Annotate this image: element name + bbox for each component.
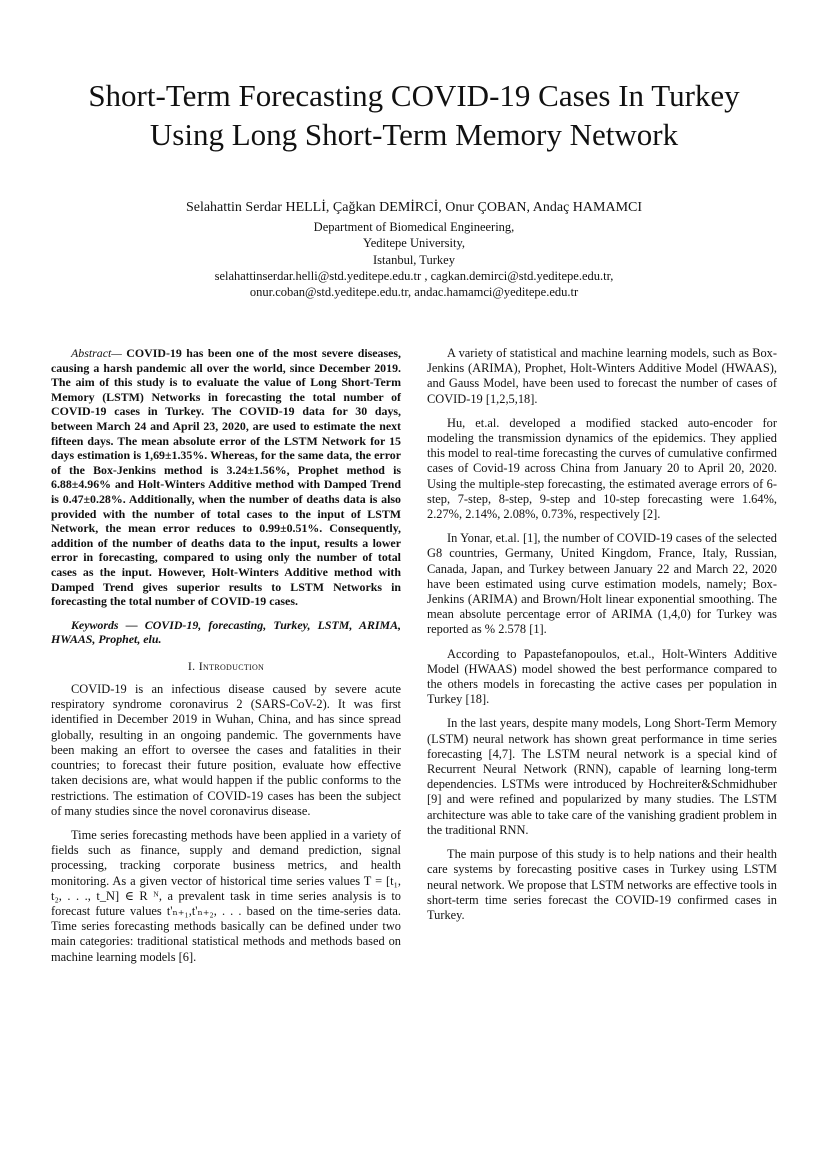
department: Department of Biomedical Engineering, <box>313 220 515 234</box>
right-paragraph-6: The main purpose of this study is to help nations and their health care systems by forecasting positive cases in Turkey using LSTM neural network. We propose that LSTM networks are effective tools in short-term time series forecast the COVID-19 confirmed cases in Turkey. <box>427 847 777 922</box>
affiliation-block <box>40 219 788 300</box>
section-numeral: I. <box>187 658 199 673</box>
author-list: Selahattin Serdar HELLİ, Çağkan DEMİRCİ, Onur ÇOBAN, Andaç HAMAMCI <box>185 200 643 215</box>
left-column <box>51 346 401 974</box>
university: Yeditepe University, <box>362 236 466 251</box>
right-paragraph-4: According to Papastefanopoulos, et.al., Holt-Winters Additive Model (HWAAS) model showed the best performance compared to the others models in forecasting the active cases per population in Turkey [18]. <box>427 646 777 707</box>
right-paragraph-1: A variety of statistical and machine learning models, such as Box-Jenkins (ARIMA), Prophet, Holt-Winters Additive Model (HWAAS), and Gauss Model, have been used to forecast the number of cases of COVID-19 [1,2,5,18]. <box>427 346 777 406</box>
intro-paragraph-2: Time series forecasting methods have been applied in a variety of fields such as finance, supply and demand prediction, signal processing, tracking corporate business metrics, and health monitoring. As a given vector of historical time series values T = [t₁, t₂, . . ., t_N] ∈ R ᴺ, a prevalent task in time series analysis is to forecast future values t'ₙ₊₁,t'ₙ₊₂, . . . based on the time-series data. Time series forecasting methods basically can be defined under two main categories: traditional statistical methods and methods based on machine learning models [6]. <box>51 827 401 964</box>
right-paragraph-5: In the last years, despite many models, Long Short-Term Memory (LSTM) neural network has shown great performance in time series forecasting [4,7]. The LSTM neural network is a special kind of Recurrent Neural Network (RNN), capable of learning long-term dependencies. LSTMs were introduced by Hochreiter&Schmidhuber [9] and were refined and popularized by many studies. The LSTM architecture was able to take care of the vanishing gradient problem in the traditional RNN. <box>427 716 777 837</box>
keywords: Keywords — COVID-19, forecasting, Turkey, LSTM, ARIMA, HWAAS, Prophet, elu. <box>51 617 401 647</box>
emails-line-2: onur.coban@std.yeditepe.edu.tr, andac.hamamci@yeditepe.edu.tr <box>249 285 579 300</box>
right-paragraph-2: Hu, et.al. developed a modified stacked auto-encoder for modeling the transmission dynamics of the epidemics. They applied this model to real-time forecasting the curves of cumulative confirmed cases of Covid-19 across China from January 20 to April 20, 2020. Using the multiple-step forecasting, the estimated average errors of 6-step, 7-step, 8-step, 9-step and 10-step forecasting were 1.64%, 2.27%, 2.14%, 2.08%, 0.73%, respectively [2]. <box>427 415 777 522</box>
city: Istanbul, Turkey <box>373 252 455 267</box>
right-paragraph-3: In Yonar, et.al. [1], the number of COVID-19 cases of the selected G8 countries, Germany, United Kingdom, France, Italy, Russian, Canada, Japan, and Turkey between January 22 and March 22, 2020 have been estimated using curve estimation models, namely; Box-Jenkins (ARIMA) and Brown/Holt linear exponential smoothing. The mean absolute percentage error of ARIMA (1,4,0) for Turkey was reported as % 2.578 [1]. <box>427 531 777 637</box>
title-line-1: Short-Term Forecasting COVID-19 Cases In Turkey <box>88 78 740 113</box>
paper-title <box>40 76 788 154</box>
section-heading-introduction <box>51 659 401 674</box>
abstract-text: COVID-19 has been one of the most severe diseases, causing a harsh pandemic all over the world, since December 2019. The aim of this study is to evaluate the value of Long Short-Term Memory (LSTM) Networks in forecasting the total number of COVID-19 cases in Turkey. The COVID-19 data for 30 days, between March 24 and April 23, 2020, are used to estimate the next fifteen days. The mean absolute error of the LSTM Network for 15 days estimation is 1,69±1.35%. Whereas, for the same data, the error of the Box-Jenkins method is 3.24±1.56%, Prophet method is 6.88±4.96% and Holt-Winters Additive method with Damped Trend is 0.47±0.28%. Additionally, when the number of deaths data is also provided with the number of total cases to the input of LSTM Network, the mean error reduces to 0.99±0.51%. Consequently, addition of the number of deaths data to the input, results a lower error in forecasting, compared to using only the number of total cases as the input. However, Holt-Winters Additive method with Damped Trend gives superior results to LSTM Networks in forecasting the total number of COVID-19 cases. <box>51 346 401 609</box>
right-column <box>427 346 777 932</box>
intro-paragraph-1: COVID-19 is an infectious disease caused by severe acute respiratory syndrome coronavirus 2 (SARS-CoV-2). It was first identified in December 2019 in Wuhan, China, and has since spread globally, resulting in an ongoing pandemic. The governments have been making an effort to oversee the cases and fatalities in their countries; to forecast their future position, evaluate how effective taken decisions are, what would happen if the public conforms to the restrictions. The estimation of COVID-19 cases has been the subject of many studies since the novel coronavirus disease. <box>51 682 401 818</box>
title-line-2: Using Long Short-Term Memory Network <box>149 117 679 152</box>
emails-line-1: selahattinserdar.helli@std.yeditepe.edu.tr , cagkan.demirci@std.yeditepe.edu.tr, <box>214 268 614 283</box>
abstract <box>51 346 401 609</box>
section-title: Introduction <box>198 658 265 673</box>
abstract-label: Abstract— <box>71 346 122 360</box>
